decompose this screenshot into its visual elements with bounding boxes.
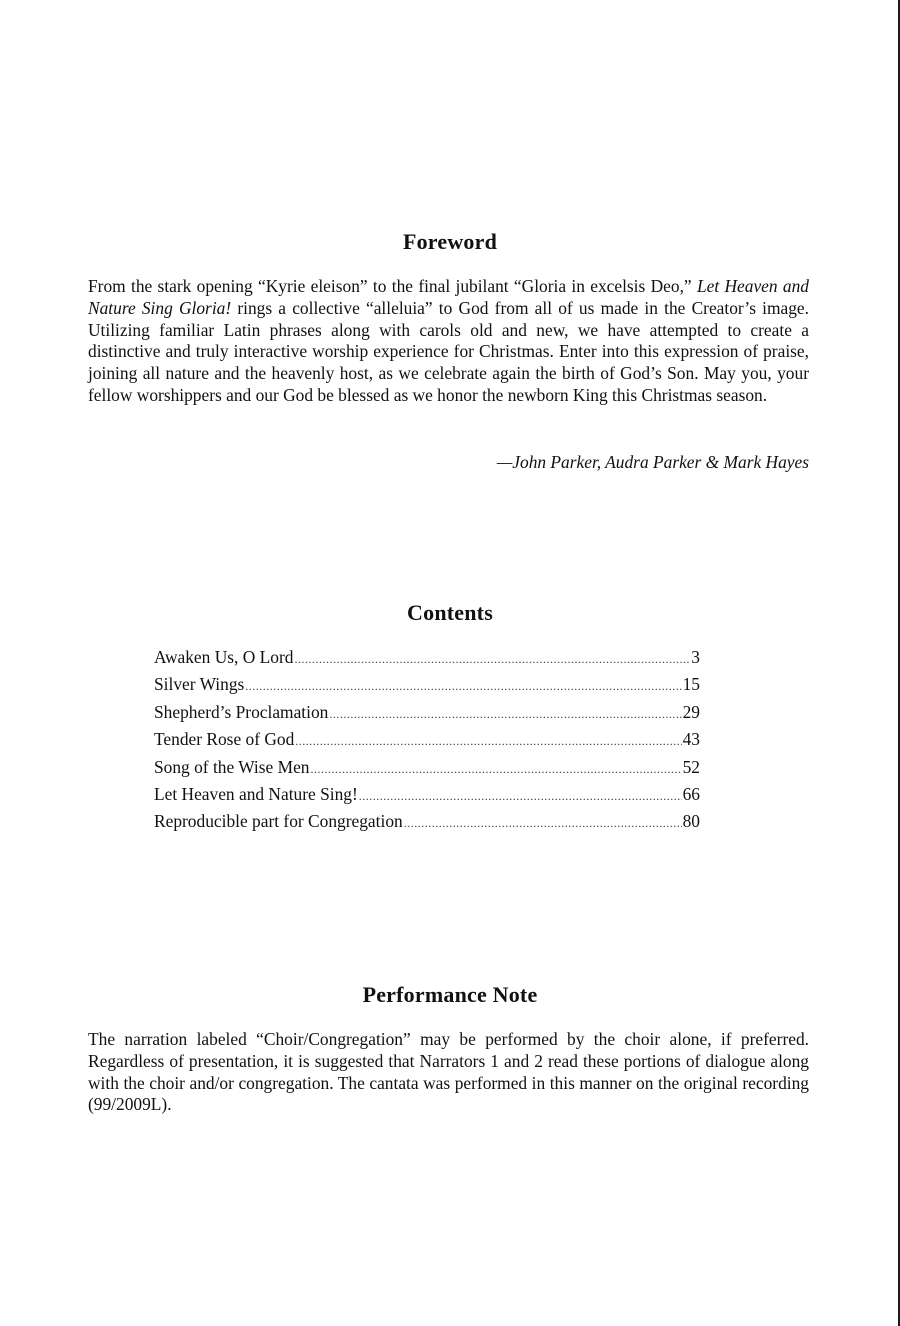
toc-entry (154, 757, 700, 784)
toc-entry-title: Shepherd’s Proclamation (154, 701, 329, 722)
foreword-text-part1: From the stark opening “Kyrie eleison” to the final jubilant “Gloria in excelsis Deo,” (88, 276, 697, 296)
toc-entry (154, 702, 700, 729)
toc-entry-title: Awaken Us, O Lord (154, 647, 294, 667)
contents-list (154, 647, 700, 839)
toc-entry-page: 66 (682, 783, 700, 804)
toc-entry-page: 43 (682, 729, 700, 750)
toc-entry (154, 647, 700, 674)
toc-entry-title: Tender Rose of God (154, 729, 295, 750)
toc-entry-title: Let Heaven and Nature Sing! (154, 783, 358, 804)
foreword-text-part2: rings a collective “alleluia” to God from all of us made in the Creator’s image. Utilizing familiar Latin phrases along with carols old and new, we have attempted to create a distinctive and truly interactive worship experience for Christmas. Enter into this expression of praise, joining all nature and the heavenly host, as we celebrate again the birth of God’s Son. May you, your fellow worshippers and our God be blessed as we honor the newborn King this Christmas season. (88, 297, 809, 405)
contents-heading: Contents (407, 600, 493, 625)
toc-entry-title: Reproducible part for Congregation (154, 811, 403, 832)
toc-entry-page: 15 (682, 674, 700, 695)
toc-leader-dots (295, 734, 681, 749)
toc-leader-dots (245, 679, 681, 694)
toc-entry (154, 674, 700, 701)
performance-note-paragraph: The narration labeled “Choir/Congregation” may be performed by the choir alone, if preferred. Regardless of presentation, it is suggested that Narrators 1 and 2 read these portions of dialogue along with the choir and/or congregation. The cantata was performed in this manner on the original recording (99/2009L). (88, 1029, 809, 1115)
toc-entry-page: 52 (682, 756, 700, 777)
performance-note-heading: Performance Note (362, 982, 538, 1007)
toc-entry-page: 80 (682, 811, 700, 832)
foreword-heading: Foreword (402, 229, 498, 254)
toc-leader-dots (294, 652, 690, 667)
toc-leader-dots (329, 707, 681, 722)
toc-leader-dots (359, 789, 682, 804)
toc-entry-page: 29 (682, 701, 700, 722)
toc-entry-page: 3 (691, 647, 700, 667)
foreword-paragraph (88, 276, 809, 407)
toc-entry (154, 784, 700, 811)
toc-entry (154, 729, 700, 756)
toc-entry-title: Song of the Wise Men (154, 756, 310, 777)
toc-entry (154, 811, 700, 838)
toc-leader-dots (310, 762, 681, 777)
toc-entry-title: Silver Wings (154, 674, 245, 695)
foreword-title-italic: Let Heaven and Nature Sing Gloria! (88, 276, 809, 318)
toc-leader-dots (404, 816, 682, 831)
foreword-attribution: —John Parker, Audra Parker & Mark Hayes (496, 452, 809, 472)
